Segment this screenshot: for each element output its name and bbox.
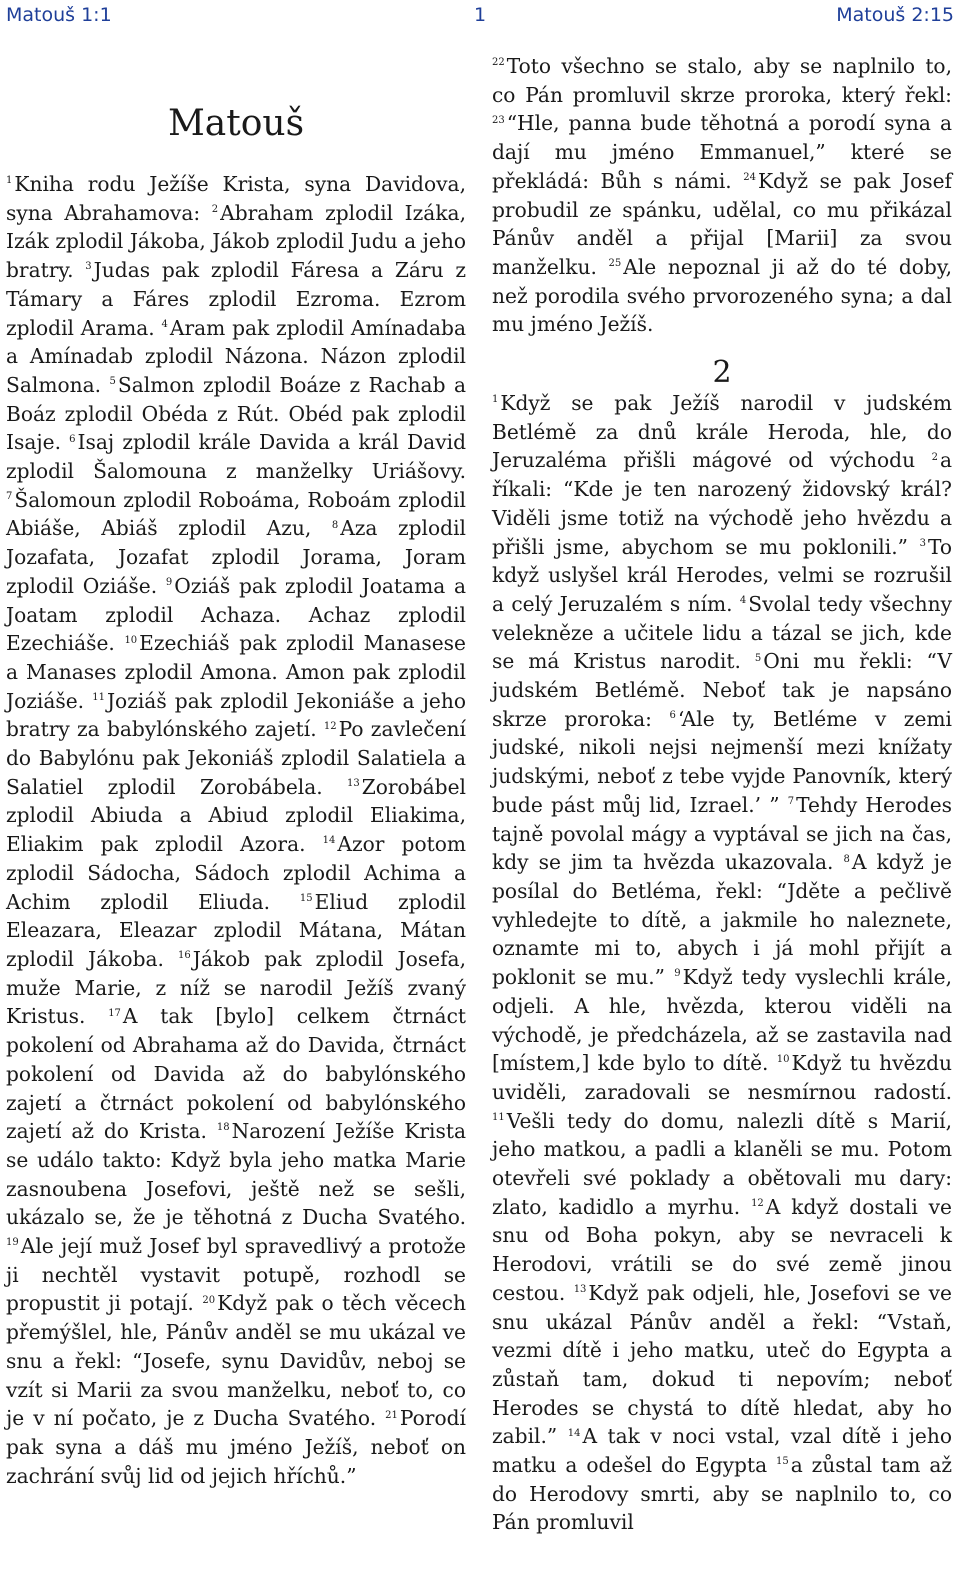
verse-number: 3 — [919, 537, 926, 549]
verse-text: Oni mu řekli: “V judském Betlémě. Neboť tak je napsáno skrze proroka: — [492, 649, 952, 731]
verse-text: Vešli tedy do domu, nalezli dítě s Marií, jeho matkou, a padli a klaněli se mu. Potom otevřeli své poklady a obětovali mu dary: zlato, kadidlo a myrhu. — [492, 1108, 952, 1219]
verse-text: Svolal tedy všechny velekněze a učitele lidu a tázal se jich, kde se má Kristus narodit. — [492, 591, 953, 674]
verse-text: Judas pak zplodil Fáresa a Záru z Támary a Fáres zplodil Ezroma. Ezrom zplodil Arama. — [6, 258, 466, 340]
book-title: Matouš — [167, 103, 305, 144]
header-left-reference: Matouš 1:1 — [6, 4, 112, 26]
verse-number: 17 — [108, 1007, 121, 1019]
verse-text: Ale nepoznal ji až do té doby, než porodila svého prvorozeného syna; a dal mu jméno Ježíš. — [492, 254, 952, 337]
verse-number: 8 — [331, 519, 339, 531]
verse-text: ‘Ale ty, Betléme v zemi judské, nikoli nejsi nejmenší mezi knížaty judskými, neboť z tebe vyjde Panovník, který bude pást můj lid, Izrael.’ ” — [492, 706, 952, 817]
verse-number: 22 — [492, 57, 505, 69]
verse-text: A tak [bylo] celkem čtrnáct pokolení od Abrahama až do Davida, čtrnáct pokolení od Davida až do babylónského zajetí a čtrnáct pokolení od babylónského zajetí až do Krista. — [6, 1004, 467, 1144]
verse-text: Aza zplodil Jozafata, Jozafat zplodil Jorama, Joram zplodil Oziáše. — [6, 516, 466, 598]
verse-number: 24 — [743, 172, 756, 184]
chapter-number: 2 — [712, 355, 732, 391]
verse-number: 10 — [124, 634, 138, 646]
verse-number: 20 — [202, 1294, 216, 1306]
right-column — [492, 52, 952, 1537]
verse-number: 6 — [669, 710, 676, 722]
verse-text: To když uslyšel král Herodes, velmi se rozrušil a celý Jeruzalém s ním. — [492, 534, 952, 616]
verse-text: Jákob pak zplodil Josefa, muže Marie, z níž se narodil Ježíš zvaný Kristus. — [6, 946, 467, 1029]
verse-text: Když pak o těch věcech přemýšlel, hle, Pánův anděl se mu ukázal ve snu a řekl: “Josefe, synu Davidův, neboj se vzít si Marii za svou manželku, neboť to, co je v ní počato, je z Ducha Svatého. — [6, 1291, 466, 1431]
verse-text: Porodí pak syna a dáš mu jméno Ježíš, neboť on zachrání svůj lid od jejich hříchů.” — [6, 1406, 466, 1488]
verse-number: 23 — [492, 114, 505, 126]
verse-number: 5 — [754, 652, 762, 664]
verse-text: Narození Ježíše Krista se událo takto: Když byla jeho matka Marie zasnoubena Josefovi, ještě než se sešli, ukázalo se, že je těhotná z Ducha Svatého. — [6, 1119, 467, 1230]
verse-text: Abraham zplodil Izáka, Izák zplodil Jákoba, Jákob zplodil Judu a jeho bratry. — [6, 200, 466, 283]
verse-text: Když se pak Ježíš narodil v judském Betlémě za dnů krále Heroda, hle, do Jeruzaléma přišli mágové od východu — [492, 391, 952, 473]
verse-number: 21 — [385, 1409, 398, 1421]
verse-number: 7 — [6, 491, 13, 502]
verse-number: 7 — [787, 796, 795, 808]
verse-number: 10 — [776, 1054, 790, 1066]
verse-text: Ezechiáš pak zplodil Manasese a Manases zplodil Amona. Amon pak zplodil Joziáše. — [6, 631, 466, 713]
verse-text: A tak v noci vstal, vzal dítě i jeho matku a odešel do Egypta — [492, 1424, 952, 1478]
verse-number: 13 — [346, 778, 360, 790]
chapter-text-right-top — [492, 52, 952, 339]
page-header — [0, 0, 960, 32]
verse-number: 18 — [216, 1122, 230, 1134]
verse-number: 13 — [573, 1284, 587, 1296]
verse-text: a zůstal tam až do Herodovy smrti, aby se naplnilo to, co Pán promluvil — [492, 1453, 952, 1535]
chapter2-text — [492, 389, 952, 1537]
verse-number: 6 — [69, 433, 76, 445]
verse-number: 1 — [6, 175, 13, 187]
verse-number: 4 — [739, 595, 747, 607]
verse-text: a říkali: “Kde je ten narozený židovský král? Viděli jsme totiž na východě jeho hvězdu a přišli jsme, abychom se mu poklonili.” — [492, 448, 953, 559]
verse-number: 2 — [211, 203, 219, 215]
verse-text: Aram pak zplodil Amínadaba a Amínadab zplodil Názona. Názon zplodil Salmona. — [6, 315, 466, 397]
verse-number: 9 — [674, 968, 681, 980]
verse-number: 16 — [178, 950, 191, 962]
header-page-number: 1 — [473, 4, 487, 26]
verse-number: 12 — [751, 1197, 764, 1209]
verse-text: Joziáš pak zplodil Jekoniáše a jeho bratry za babylónského zajetí. — [6, 688, 467, 742]
verse-text: Kniha rodu Ježíše Krista, syna Davidova, syna Abrahamova: — [6, 172, 466, 225]
verse-text: “Hle, panna bude těhotná a porodí syna a dají mu jméno Emmanuel,” které se překládá: Bůh s námi. — [492, 111, 952, 193]
verse-text: A když je posílal do Betléma, řekl: “Jděte a pečlivě vyhledejte to dítě, a jakmile ho naleznete, oznamte mi to, abych i já mohl přijít a poklonit se mu.” — [492, 850, 952, 990]
verse-number: 25 — [608, 258, 622, 270]
verse-number: 19 — [6, 1237, 19, 1249]
verse-text: Ale její muž Josef byl spravedlivý a protože ji nechtěl vystavit potupě, rozhodl se propustit ji potají. — [6, 1234, 466, 1316]
verse-text: Azor potom zplodil Sádocha, Sádoch zplodil Achima a Achim zplodil Eliuda. — [6, 832, 467, 914]
verse-number: 3 — [85, 261, 92, 273]
verse-text: Zorobábel zplodil Abiuda a Abiud zplodil Eliakima, Eliakim pak zplodil Azora. — [6, 774, 466, 857]
verse-text: Když tu hvězdu uviděli, zaradovali se nesmírnou radostí. — [492, 1051, 952, 1104]
verse-number: 4 — [161, 318, 168, 330]
verse-number: 14 — [322, 835, 336, 847]
left-column — [6, 52, 466, 1490]
verse-text: Isaj zplodil krále Davida a král David zplodil Šalomouna z manželky Uriášovy. — [6, 430, 466, 484]
verse-number: 2 — [931, 451, 938, 463]
verse-number: 11 — [492, 1111, 505, 1123]
verse-number: 5 — [109, 376, 116, 388]
verse-text: A když dostali ve snu od Boha pokyn, aby se nevraceli k Herodovi, vrátili se do své země jinou cestou. — [492, 1194, 952, 1305]
verse-text: Šalomoun zplodil Roboáma, Roboám zplodil Abiáše, Abiáš zplodil Azu, — [6, 487, 466, 541]
verse-number: 15 — [776, 1456, 789, 1468]
verse-text: Po zavlečení do Babylónu pak Jekoniáš zplodil Salatiela a Salatiel zplodil Zorobábela. — [6, 717, 466, 799]
verse-number: 1 — [492, 394, 499, 406]
verse-text: Když tedy vyslechli krále, odjeli. A hle, hvězda, kterou viděli na východě, je předcházela, až se zastavila nad [místem,] kde bylo to dítě. — [492, 965, 953, 1076]
verse-text: Oziáš pak zplodil Joatama a Joatam zplodil Achaza. Achaz zplodil Ezechiáše. — [6, 573, 467, 656]
verse-number: 9 — [165, 577, 173, 589]
header-right-reference: Matouš 2:15 — [836, 4, 954, 26]
verse-text: Salmon zplodil Boáze z Rachab a Boáz zplodil Obéda z Rút. Obéd pak zplodil Isaje. — [6, 372, 466, 455]
verse-number: 12 — [323, 720, 337, 732]
verse-text: Tehdy Herodes tajně povolal mágy a vyptával se jich na čas, kdy se jim ta hvězda ukazovala. — [492, 792, 952, 875]
verse-text: Když pak odjeli, hle, Josefovi se ve snu ukázal Pánův anděl a řekl: “Vstaň, vezmi dítě i jeho matku, uteč do Egypta a zůstaň tam, dokud ti nepovím; neboť Herodes se chystá to dítě hledat, aby ho zabil.” — [492, 1280, 952, 1449]
verse-text: Eliud zplodil Eleazara, Eleazar zplodil Mátana, Mátan zplodil Jákoba. — [6, 889, 466, 971]
chapter-text-left — [6, 170, 466, 1490]
verse-number: 14 — [567, 1427, 581, 1439]
verse-number: 15 — [299, 892, 313, 904]
verse-text: Toto všechno se stalo, aby se naplnilo to, co Pán promluvil skrze proroka, který řekl: — [492, 54, 952, 107]
verse-number: 8 — [843, 853, 850, 865]
verse-text: Když se pak Josef probudil ze spánku, udělal, co mu přikázal Pánův anděl a přijal [Marii] za svou manželku. — [492, 168, 953, 279]
verse-number: 11 — [92, 691, 105, 703]
